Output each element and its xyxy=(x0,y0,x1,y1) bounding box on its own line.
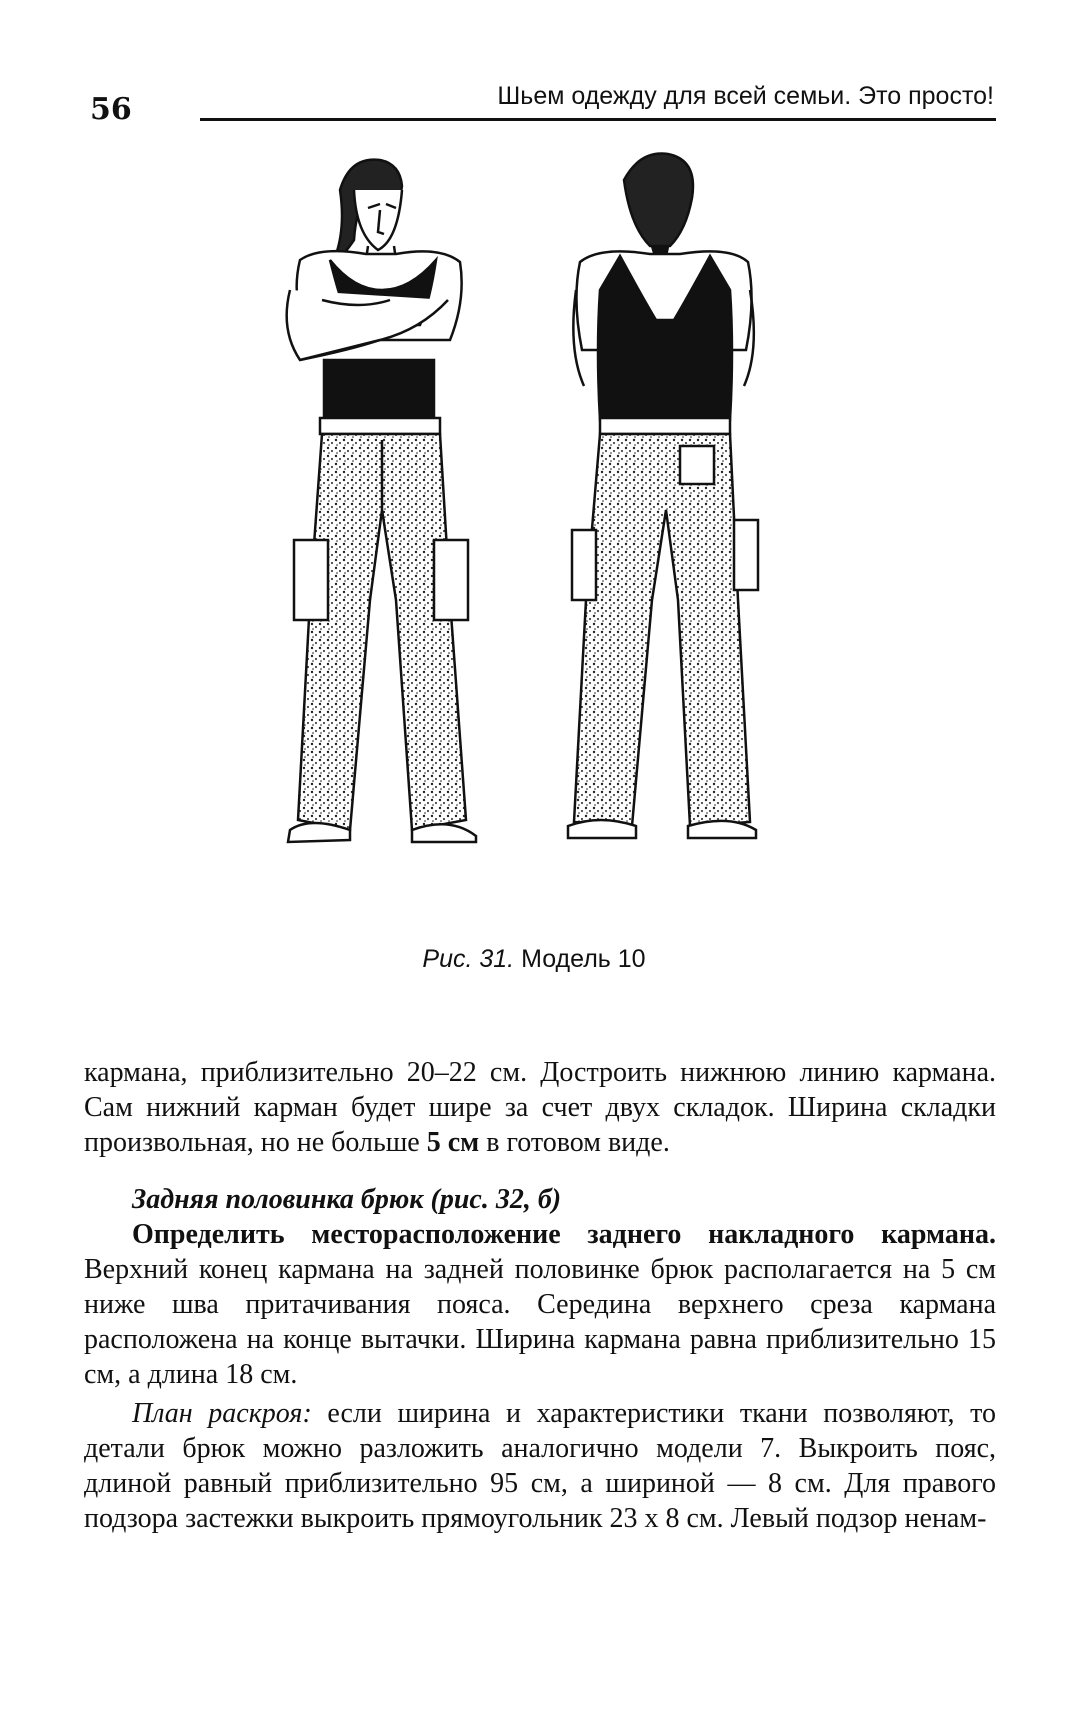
paragraph-3 xyxy=(84,1396,996,1536)
body-text xyxy=(84,1055,996,1536)
caption-text: Модель 10 xyxy=(514,945,646,973)
section-heading xyxy=(84,1182,996,1217)
section-heading-text: Задняя половинка брюк (рис. 32, б) xyxy=(132,1184,562,1215)
paragraph-1 xyxy=(84,1055,996,1160)
paragraph-1-bold: 5 см xyxy=(426,1127,480,1158)
paragraph-3-text: если ширина и характеристики ткани позволяют, то детали брюк можно разложить аналогично модели 7. Выкроить пояс, длиной равный приблизительно 95 см, а шириной — 8 см. Для правого подзора застежки выкроить прямоугольник 23 х 8 см. Левый подзор ненам- xyxy=(84,1398,996,1534)
caption-label: Рис. 31. xyxy=(422,945,515,973)
figure-illustration xyxy=(270,150,810,940)
running-title: Шьем одежду для всей семьи. Это просто! xyxy=(497,82,994,110)
header-rule xyxy=(200,118,996,121)
paragraph-1-text: кармана, приблизительно 20–22 см. Достроить нижнюю линию кармана. Сам нижний карман будет шире за счет двух складок. Ширина складки произвольная, но не больше xyxy=(84,1057,996,1158)
paragraph-2-text: Верхний конец кармана на задней половинке брюк располагается на 5 см ниже шва притачивания пояса. Середина верхнего среза кармана расположена на конце вытачки. Ширина кармана равна приблизительно 15 см, а длина 18 см. xyxy=(84,1254,996,1390)
back-figure xyxy=(568,154,758,838)
paragraph-2 xyxy=(84,1217,996,1392)
figure-caption xyxy=(0,945,1068,974)
paragraph-1-end: в готовом виде. xyxy=(479,1127,670,1158)
models-illustration xyxy=(270,150,810,940)
page-number: 56 xyxy=(90,92,132,127)
paragraph-3-italic: План раскроя: xyxy=(132,1398,312,1429)
front-figure xyxy=(287,160,476,842)
paragraph-2-bold: Определить месторасположение заднего накладного кармана. xyxy=(132,1219,996,1250)
